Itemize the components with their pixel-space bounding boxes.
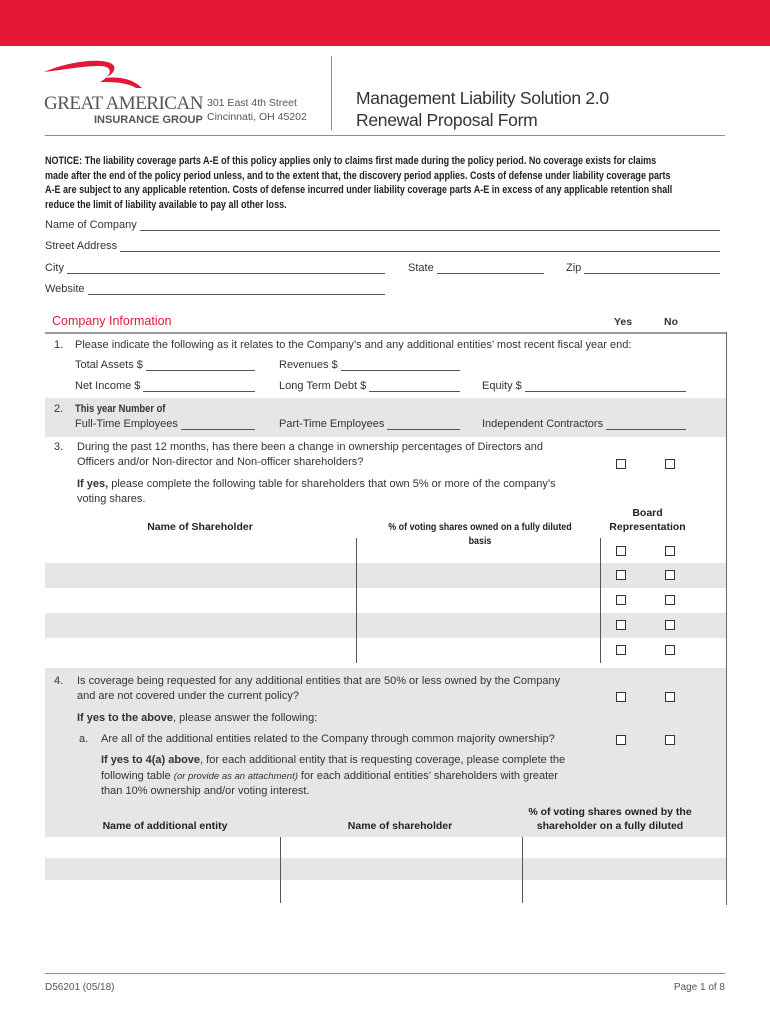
notice-line: A-E are subject to any applicable retention. Costs of defense incurred under liability coverage parts A-E in excess of any applicable retention shall: [45, 184, 673, 196]
no-column-header: No: [664, 316, 678, 328]
revenues-field[interactable]: [279, 359, 460, 371]
page-number: Page 1 of 8: [673, 982, 725, 993]
full-time-label: Full-Time Employees: [75, 418, 178, 430]
q4a-ifyes-text: , for each additional entity that is requesting coverage, please complete the: [200, 754, 566, 766]
long-term-debt-field[interactable]: [279, 380, 460, 392]
q4a-text: Are all of the additional entities related to the Company through common majority ownership?: [101, 733, 555, 745]
board-yes-checkbox[interactable]: [616, 570, 626, 580]
long-term-debt-label: Long Term Debt $: [279, 380, 367, 392]
q3-ifyes-text: please complete the following table for shareholders that own 5% or more of the company’s: [108, 478, 556, 490]
net-income-label: Net Income $: [75, 380, 141, 392]
q4-number: 4.: [54, 675, 64, 687]
board-yes-checkbox[interactable]: [616, 546, 626, 556]
entity-voting-header-2: shareholder on a fully diluted: [536, 820, 684, 832]
yes-column-header: Yes: [614, 316, 633, 328]
state-field[interactable]: [408, 262, 544, 274]
q4a-label: a.: [79, 733, 89, 745]
q3-text-line-1: During the past 12 months, has there been a change in ownership percentages of Directors and: [77, 441, 543, 453]
board-no-checkbox[interactable]: [665, 595, 675, 605]
total-assets-field[interactable]: [75, 359, 255, 371]
logo-subtitle: INSURANCE GROUP: [94, 114, 203, 126]
notice-line: NOTICE: The liability coverage parts A-E of this policy applies only to claims first made during the policy period. No coverage exists for claims: [45, 155, 657, 167]
top-brand-bar: [0, 0, 770, 46]
q4a-no-checkbox[interactable]: [665, 735, 675, 745]
part-time-employees-field[interactable]: [279, 418, 460, 430]
shareholder-name-header: Name of Shareholder: [147, 521, 253, 533]
section-right-border: [726, 332, 727, 905]
q4a-ifyes-italic: (or provide as an attachment): [173, 771, 298, 782]
q3-number: 3.: [54, 441, 64, 453]
section-rule: [45, 332, 727, 334]
company-name-label: Name of Company: [45, 219, 137, 231]
q4-text-line-1: Is coverage being requested for any additional entities that are 50% or less owned by the Company: [77, 675, 561, 687]
company-name-field[interactable]: [45, 219, 720, 231]
entity-voting-header-1: % of voting shares owned by the: [528, 806, 692, 818]
table-row: [45, 858, 726, 880]
contractors-label: Independent Contractors: [482, 418, 604, 430]
board-yes-checkbox[interactable]: [616, 595, 626, 605]
column-divider: [522, 837, 523, 903]
board-yes-checkbox[interactable]: [616, 620, 626, 630]
full-time-employees-field[interactable]: [75, 418, 255, 430]
website-label: Website: [45, 283, 85, 295]
net-income-field[interactable]: [75, 380, 255, 392]
city-label: City: [45, 262, 64, 274]
q4-ifyes-bold: If yes to the above: [77, 712, 173, 724]
zip-field[interactable]: [566, 262, 720, 274]
street-address-label: Street Address: [45, 240, 118, 252]
board-header-1: Board: [632, 507, 663, 519]
part-time-label: Part-Time Employees: [279, 418, 385, 430]
zip-label: Zip: [566, 262, 582, 274]
notice-line: made after the end of the policy period unless, and to the extent that, the discovery period applies. Costs of defense under liability coverage parts: [45, 169, 671, 182]
q2-number: 2.: [54, 403, 64, 415]
q4-ifyes-text: , please answer the following:: [172, 712, 318, 724]
q4-no-checkbox[interactable]: [665, 692, 675, 702]
column-divider: [600, 538, 601, 663]
q4a-ifyes-text-2a: following table: [101, 770, 174, 782]
board-no-checkbox[interactable]: [665, 620, 675, 630]
q3-yes-checkbox[interactable]: [616, 459, 626, 469]
logo-wordmark: GREAT AMERICAN: [44, 93, 203, 114]
company-logo: [42, 58, 203, 130]
q4a-ifyes-text-2b: for each additional entities’ shareholders with greater: [297, 770, 558, 782]
q4a-ifyes-bold: If yes to 4(a) above: [101, 754, 201, 766]
notice-text: [45, 154, 726, 212]
entity-name-header: Name of additional entity: [102, 820, 228, 832]
q4-yes-checkbox[interactable]: [616, 692, 626, 702]
board-no-checkbox[interactable]: [665, 645, 675, 655]
notice-line: reduce the limit of liability available to pay all other loss.: [45, 198, 287, 211]
q1-text: Please indicate the following as it relates to the Company’s and any additional entities’ most recent fiscal year end:: [75, 339, 632, 351]
q4a-yes-checkbox[interactable]: [616, 735, 626, 745]
equity-field[interactable]: [482, 380, 686, 392]
city-field[interactable]: [45, 262, 385, 274]
form-title-line-1: Management Liability Solution 2.0: [356, 88, 609, 108]
board-no-checkbox[interactable]: [665, 546, 675, 556]
address-line-1: 301 East 4th Street: [207, 97, 297, 109]
board-header-2: Representation: [609, 521, 686, 533]
q3-no-checkbox[interactable]: [665, 459, 675, 469]
total-assets-label: Total Assets $: [75, 359, 143, 371]
footer-rule: [45, 973, 725, 974]
street-address-field[interactable]: [45, 240, 720, 252]
board-no-checkbox[interactable]: [665, 570, 675, 580]
q3-ifyes-bold: If yes,: [77, 478, 109, 490]
q1-number: 1.: [54, 339, 64, 351]
entity-shareholder-header: Name of shareholder: [347, 820, 453, 832]
q4-text-line-2: and are not covered under the current policy?: [77, 690, 299, 702]
q4a-ifyes-text-3: than 10% ownership and/or voting interest.: [101, 785, 310, 797]
q3-text-line-2: Officers and/or Non-director and Non-officer shareholders?: [77, 456, 364, 468]
section-title: Company Information: [52, 314, 172, 328]
form-title-line-2: Renewal Proposal Form: [356, 110, 538, 130]
website-field[interactable]: [45, 283, 385, 295]
state-label: State: [408, 262, 434, 274]
header-rule: [45, 135, 725, 136]
form-id: D56201 (05/18): [45, 982, 115, 993]
q3-ifyes-text-2: voting shares.: [77, 493, 146, 505]
equity-label: Equity $: [482, 380, 522, 392]
revenues-label: Revenues $: [279, 359, 338, 371]
column-divider: [356, 538, 357, 663]
q2-heading: This year Number of: [75, 403, 166, 415]
header-divider: [331, 56, 332, 130]
voting-shares-header: % of voting shares owned on a fully diluted basis: [388, 521, 572, 547]
column-divider: [280, 837, 281, 903]
independent-contractors-field[interactable]: [482, 418, 686, 430]
address-line-2: Cincinnati, OH 45202: [207, 111, 307, 123]
board-yes-checkbox[interactable]: [616, 645, 626, 655]
